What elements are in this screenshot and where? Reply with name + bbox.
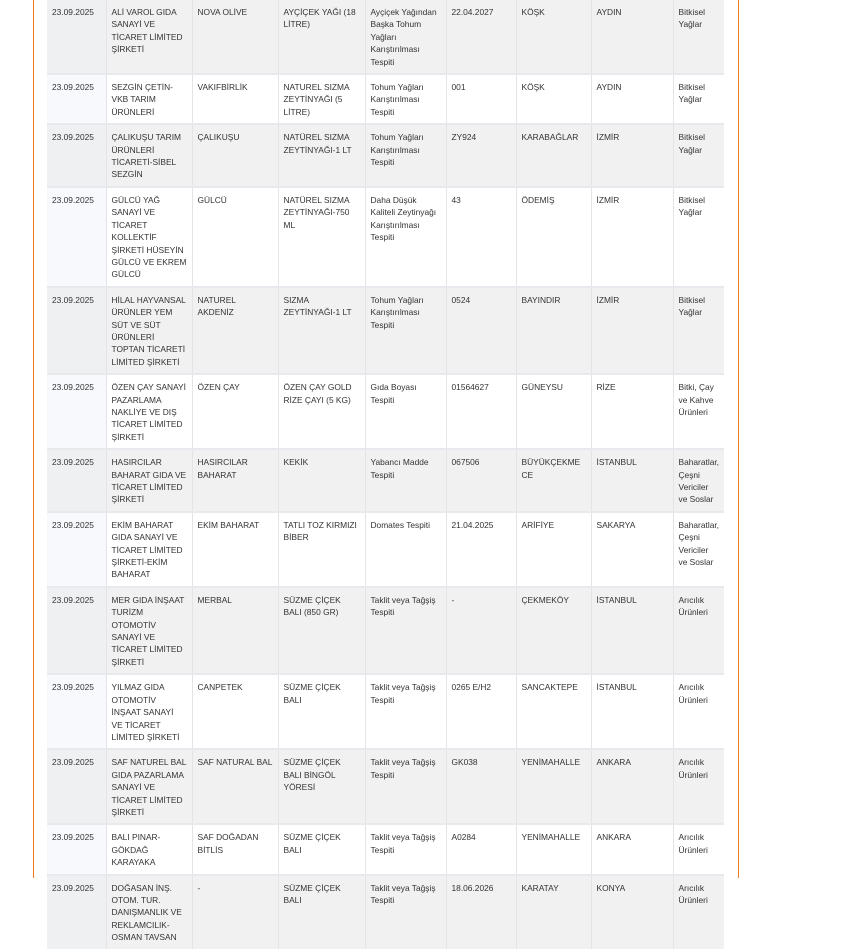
company-cell: MER GIDA İNŞAAT TURİZM OTOMOTİV SANAYİ VE TİCARET LİMİTED ŞİRKETİ	[106, 587, 192, 674]
district-cell: KARATAY	[516, 875, 591, 949]
city-cell: İZMİR	[591, 124, 673, 187]
category-cell: Bitkisel Yağlar	[673, 0, 724, 74]
district-cell: BAYINDIR	[516, 287, 591, 374]
city-cell: İZMİR	[591, 287, 673, 374]
category-cell: Baharatlar, Çeşni Vericiler ve Soslar	[673, 449, 724, 512]
table-row	[47, 674, 724, 749]
category-cell: Bitkisel Yağlar	[673, 124, 724, 187]
date-cell: 23.09.2025	[47, 875, 106, 949]
lot-cell: 22.04.2027	[446, 0, 516, 74]
district-cell: ARİFİYE	[516, 512, 591, 587]
brand-cell: NOVA OLİVE	[192, 0, 278, 74]
company-cell: EKİM BAHARAT GIDA SANAYİ VE TİCARET LİMİTED ŞİRKETİ-EKİM BAHARAT	[106, 512, 192, 587]
date-cell: 23.09.2025	[47, 449, 106, 512]
district-cell: YENİMAHALLE	[516, 749, 591, 824]
table-row	[47, 449, 724, 512]
district-cell: SANCAKTEPE	[516, 674, 591, 749]
company-cell: ÇALIKUŞU TARIM ÜRÜNLERİ TİCARETİ-SİBEL SEZGİN	[106, 124, 192, 187]
table-row	[47, 287, 724, 374]
date-cell: 23.09.2025	[47, 512, 106, 587]
violation-cell: Ayçiçek Yağından Başka Tohum Yağları Karıştırılması Tespiti	[365, 0, 446, 74]
results-panel	[33, 0, 739, 943]
table-row	[47, 187, 724, 287]
brand-cell: VAKIFBİRLİK	[192, 74, 278, 124]
violation-cell: Taklit veya Tağşiş Tespiti	[365, 749, 446, 824]
district-cell: KÖŞK	[516, 74, 591, 124]
violation-cell: Tohum Yağları Karıştırılması Tespiti	[365, 74, 446, 124]
date-cell: 23.09.2025	[47, 74, 106, 124]
table-body	[47, 0, 724, 949]
lot-cell: ZY924	[446, 124, 516, 187]
district-cell: ÇEKMEKÖY	[516, 587, 591, 674]
category-cell: Bitkisel Yağlar	[673, 187, 724, 287]
brand-cell: CANPETEK	[192, 674, 278, 749]
violation-cell: Domates Tespiti	[365, 512, 446, 587]
brand-cell: -	[192, 875, 278, 949]
table-row	[47, 0, 724, 74]
date-cell: 23.09.2025	[47, 674, 106, 749]
lot-cell: 43	[446, 187, 516, 287]
company-cell: DOĞASAN İNŞ. OTOM. TUR. DANIŞMANLIK VE REKLAMCILIK-OSMAN TAVSAN	[106, 875, 192, 949]
district-cell: KÖŞK	[516, 0, 591, 74]
category-cell: Arıcılık Ürünleri	[673, 749, 724, 824]
violation-cell: Gıda Boyası Tespiti	[365, 374, 446, 449]
brand-cell: HASIRCILAR BAHARAT	[192, 449, 278, 512]
lot-cell: 067506	[446, 449, 516, 512]
city-cell: SAKARYA	[591, 512, 673, 587]
date-cell: 23.09.2025	[47, 824, 106, 874]
table-row	[47, 875, 724, 949]
lot-cell: GK038	[446, 749, 516, 824]
category-cell: Bitki, Çay ve Kahve Ürünleri	[673, 374, 724, 449]
city-cell: İSTANBUL	[591, 674, 673, 749]
district-cell: YENİMAHALLE	[516, 824, 591, 874]
product-cell: NATÜREL SIZMA ZEYTİNYAĞI-1 LT	[278, 124, 365, 187]
lot-cell: 01564627	[446, 374, 516, 449]
product-cell: SIZMA ZEYTİNYAĞI-1 LT	[278, 287, 365, 374]
category-cell: Bitkisel Yağlar	[673, 74, 724, 124]
company-cell: GÜLCÜ YAĞ SANAYİ VE TİCARET KOLLEKTİF ŞİRKETİ HÜSEYİN GÜLCÜ VE EKREM GÜLCÜ	[106, 187, 192, 287]
product-cell: SÜZME ÇİÇEK BALI (850 GR)	[278, 587, 365, 674]
lot-cell: A0284	[446, 824, 516, 874]
product-cell: AYÇİÇEK YAĞI (18 LİTRE)	[278, 0, 365, 74]
product-cell: SÜZME ÇİÇEK BALI	[278, 875, 365, 949]
brand-cell: NATUREL AKDENİZ	[192, 287, 278, 374]
violation-cell: Tohum Yağları Karıştırılması Tespiti	[365, 124, 446, 187]
company-cell: YILMAZ GIDA OTOMOTİV İNŞAAT SANAYİ VE TİCARET LİMİTED ŞİRKETİ	[106, 674, 192, 749]
product-cell: SÜZME ÇİÇEK BALI BİNGÖL YÖRESİ	[278, 749, 365, 824]
product-cell: NATÜREL SIZMA ZEYTİNYAĞI-750 ML	[278, 187, 365, 287]
lot-cell: 18.06.2026	[446, 875, 516, 949]
city-cell: AYDIN	[591, 0, 673, 74]
date-cell: 23.09.2025	[47, 587, 106, 674]
lot-cell: 001	[446, 74, 516, 124]
brand-cell: MERBAL	[192, 587, 278, 674]
lot-cell: 21.04.2025	[446, 512, 516, 587]
city-cell: ANKARA	[591, 749, 673, 824]
date-cell: 23.09.2025	[47, 124, 106, 187]
product-cell: SÜZME ÇİÇEK BALI	[278, 674, 365, 749]
table-row	[47, 587, 724, 674]
date-cell: 23.09.2025	[47, 0, 106, 74]
brand-cell: SAF DOĞADAN BİTLİS	[192, 824, 278, 874]
city-cell: İSTANBUL	[591, 587, 673, 674]
lot-cell: -	[446, 587, 516, 674]
table-row	[47, 749, 724, 824]
company-cell: ÖZEN ÇAY SANAYİ PAZARLAMA NAKLİYE VE DIŞ TİCARET LİMİTED ŞİRKETİ	[106, 374, 192, 449]
category-cell: Arıcılık Ürünleri	[673, 824, 724, 874]
company-cell: SEZGİN ÇETİN-VKB TARIM ÜRÜNLERİ	[106, 74, 192, 124]
product-cell: SÜZME ÇİÇEK BALI	[278, 824, 365, 874]
product-cell: ÖZEN ÇAY GOLD RİZE ÇAYI (5 KG)	[278, 374, 365, 449]
violation-cell: Daha Düşük Kaliteli Zeytinyağı Karıştırılması Tespiti	[365, 187, 446, 287]
company-cell: SAF NATUREL BAL GIDA PAZARLAMA SANAYİ VE TİCARET LİMİTED ŞİRKETİ	[106, 749, 192, 824]
brand-cell: EKİM BAHARAT	[192, 512, 278, 587]
city-cell: İSTANBUL	[591, 449, 673, 512]
category-cell: Arıcılık Ürünleri	[673, 875, 724, 949]
violation-cell: Taklit veya Tağşiş Tespiti	[365, 824, 446, 874]
violation-cell: Tohum Yağları Karıştırılması Tespiti	[365, 287, 446, 374]
table-row	[47, 124, 724, 187]
brand-cell: ÖZEN ÇAY	[192, 374, 278, 449]
category-cell: Baharatlar, Çeşni Vericiler ve Soslar	[673, 512, 724, 587]
lot-cell: 0265 E/H2	[446, 674, 516, 749]
category-cell: Bitkisel Yağlar	[673, 287, 724, 374]
product-cell: TATLI TOZ KIRMIZI BİBER	[278, 512, 365, 587]
district-cell: GÜNEYSU	[516, 374, 591, 449]
violation-cell: Taklit veya Tağşiş Tespiti	[365, 674, 446, 749]
table-row	[47, 74, 724, 124]
district-cell: KARABAĞLAR	[516, 124, 591, 187]
brand-cell: SAF NATURAL BAL	[192, 749, 278, 824]
city-cell: AYDIN	[591, 74, 673, 124]
company-cell: HASIRCILAR BAHARAT GIDA VE TİCARET LİMİTED ŞİRKETİ	[106, 449, 192, 512]
product-cell: KEKİK	[278, 449, 365, 512]
date-cell: 23.09.2025	[47, 187, 106, 287]
table-row	[47, 824, 724, 874]
category-cell: Arıcılık Ürünleri	[673, 674, 724, 749]
category-cell: Arıcılık Ürünleri	[673, 587, 724, 674]
city-cell: ANKARA	[591, 824, 673, 874]
lot-cell: 0524	[446, 287, 516, 374]
company-cell: BALI PINAR-GÖKDAĞ KARAYAKA	[106, 824, 192, 874]
company-cell: ALİ VAROL GIDA SANAYİ VE TİCARET LİMİTED ŞİRKETİ	[106, 0, 192, 74]
violation-cell: Yabancı Madde Tespiti	[365, 449, 446, 512]
brand-cell: GÜLCÜ	[192, 187, 278, 287]
city-cell: İZMİR	[591, 187, 673, 287]
district-cell: BÜYÜKÇEKMECE	[516, 449, 591, 512]
date-cell: 23.09.2025	[47, 287, 106, 374]
company-cell: HİLAL HAYVANSAL ÜRÜNLER YEM SÜT VE SÜT ÜRÜNLERİ TOPTAN TİCARETİ LİMİTED ŞİRKETİ	[106, 287, 192, 374]
district-cell: ÖDEMİŞ	[516, 187, 591, 287]
table-row	[47, 374, 724, 449]
violation-cell: Taklit veya Tağşiş Tespiti	[365, 875, 446, 949]
results-table	[47, 0, 724, 949]
date-cell: 23.09.2025	[47, 749, 106, 824]
product-cell: NATUREL SIZMA ZEYTİNYAĞI (5 LİTRE)	[278, 74, 365, 124]
city-cell: KONYA	[591, 875, 673, 949]
date-cell: 23.09.2025	[47, 374, 106, 449]
city-cell: RİZE	[591, 374, 673, 449]
brand-cell: ÇALIKUŞU	[192, 124, 278, 187]
violation-cell: Taklit veya Tağşiş Tespiti	[365, 587, 446, 674]
table-row	[47, 512, 724, 587]
